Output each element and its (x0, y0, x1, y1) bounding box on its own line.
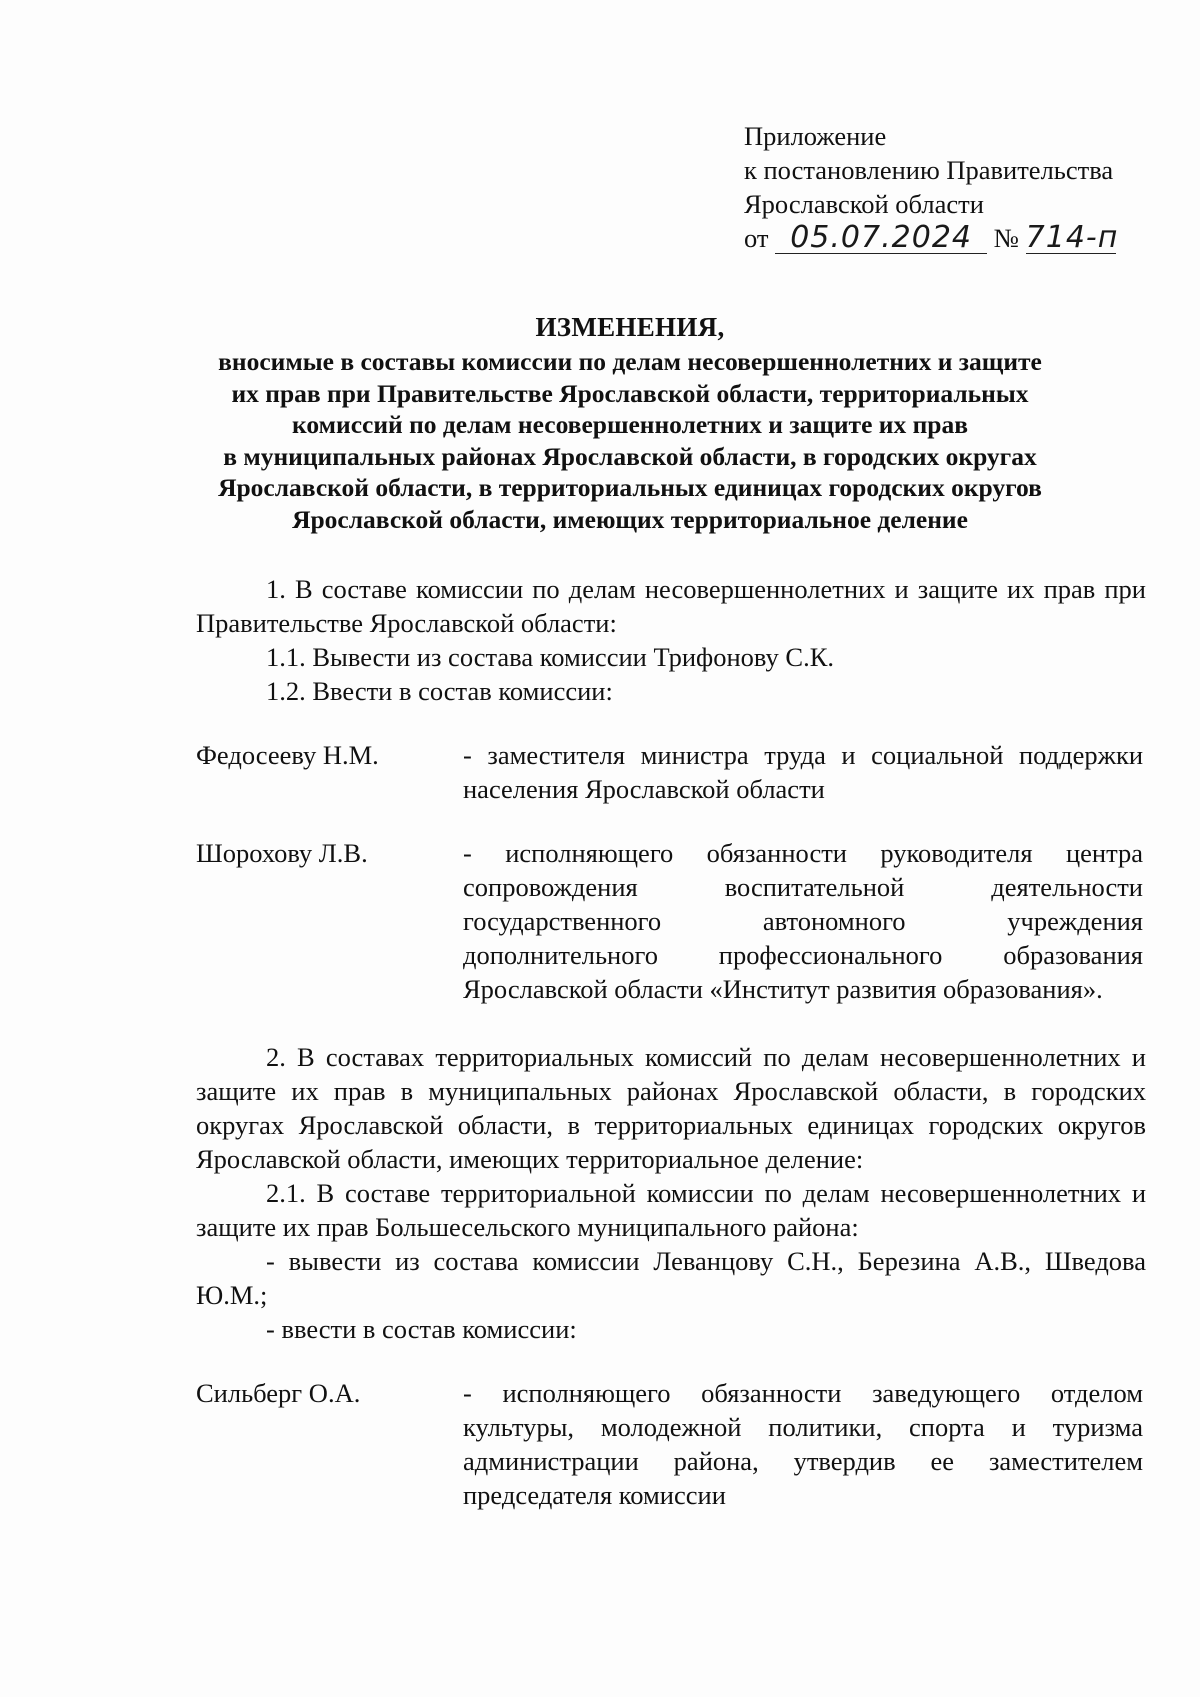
member-description: - исполняющего обязанности руководителя центра сопровождения воспитательной деятельности государственного автономного учреждения дополнительного профессионального образования Ярославской области «Институт развития образования». (463, 838, 1143, 1004)
handwritten-date: 05.07.2024 (790, 220, 972, 255)
spacer (196, 1006, 1146, 1040)
member-name: Федосееву Н.М. (196, 740, 379, 770)
appendix-line-1: Приложение (744, 121, 887, 151)
section-1-item-1: 1.1. Вывести из состава комиссии Трифонову С.К. (266, 642, 834, 672)
number-field (1025, 220, 1119, 255)
member-entry (196, 836, 1146, 1006)
member-name: Сильберг О.А. (196, 1378, 361, 1408)
number-label: № (993, 223, 1020, 253)
member-description: - заместителя министра труда и социальной поддержки населения Ярославской области (463, 740, 1143, 804)
section-2-remove: - вывести из состава комиссии Леванцову С.Н., Березина А.В., Шведова Ю.М.; (196, 1246, 1146, 1310)
member-description: - исполняющего обязанности заведующего отделом культуры, молодежной политики, спорта и туризма администрации района, утвердив ее заместителем председателя комиссии (463, 1378, 1143, 1510)
appendix-date-number-line (744, 221, 1164, 255)
section-1-item-2: 1.2. Ввести в состав комиссии: (266, 676, 613, 706)
date-field (775, 220, 987, 255)
title-line: в муниципальных районах Ярославской области, в городских округах (223, 441, 1037, 471)
appendix-line-2: к постановлению Правительства (744, 155, 1114, 185)
title-heading: ИЗМЕНЕНИЯ, (535, 312, 725, 342)
section-2-add: - ввести в состав комиссии: (266, 1314, 577, 1344)
title-line: Ярославской области, в территориальных единицах городских округов (218, 473, 1042, 502)
section-2-intro: 2. В составах территориальных комиссий по делам несовершеннолетних и защите их прав в муниципальных районах Ярославской области, в городских округах Ярославской области, в территориальных единицах городских округов Ярославской области, имеющих территориальное деление: (196, 1042, 1146, 1174)
title-line: Ярославской области, имеющих территориальное деление (292, 504, 968, 534)
section-1-intro: 1. В составе комиссии по делам несовершеннолетних и защите их прав при Правительстве Ярославской области: (196, 574, 1146, 638)
member-entry (196, 738, 1146, 806)
title-line: комиссий по делам несовершеннолетних и защите их прав (292, 410, 968, 439)
title-line: их прав при Правительстве Ярославской области, территориальных (231, 378, 1029, 408)
appendix-line-3: Ярославской области (744, 189, 984, 219)
from-label: от (744, 223, 769, 253)
document-body (196, 572, 1146, 1512)
handwritten-number: 714-п (1025, 220, 1119, 255)
section-2-item-1: 2.1. В составе территориальной комиссии по делам несовершеннолетних и защите их прав Большесельского муниципального района: (196, 1178, 1146, 1242)
member-name: Шорохову Л.В. (196, 838, 368, 868)
title-line: вносимые в составы комиссии по делам несовершеннолетних и защите (218, 347, 1042, 376)
member-entry (196, 1376, 1146, 1512)
document-title (190, 310, 1070, 535)
appendix-block (744, 119, 1164, 255)
